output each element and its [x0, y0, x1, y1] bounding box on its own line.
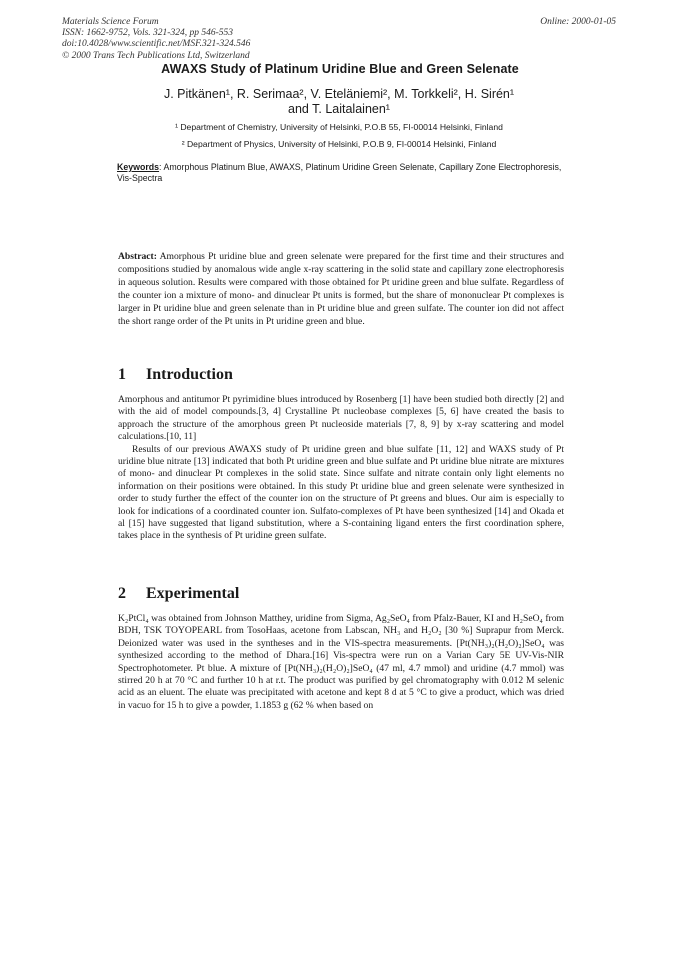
affiliation-2: ² Department of Physics, University of Helsinki, P.O.B 9, FI-00014 Helsinki, Finland [181, 139, 497, 149]
abstract [118, 250, 564, 329]
authors-line-1: J. Pitkänen¹, R. Serimaa², V. Eteläniemi², M. Torkkeli², H. Sirén¹ [163, 87, 515, 101]
paper-title: AWAXS Study of Platinum Uridine Blue and Green Selenate [161, 62, 519, 76]
section-title: Introduction [146, 366, 233, 383]
experimental-body [118, 613, 564, 712]
paragraph: Results of our previous AWAXS study of Pt uridine green and blue sulfate [11, 12] and WAXS study of Pt uridine blue nitrate [13] indicated that both Pt uridine green and blue sulfate and Pt uridine blue nitrate are mixtures of mono- and dinuclear Pt complexes in the solid state. Since sulfate and nitrate contain only light elements no information on their positions were obtained. In this study Pt uridine blue and green selenate were synthesized in order to study further the effect of the counter ion on the structure of Pt greens and blues. Our aim is especially to look for indications of a coordinated counter ion. Sulfato-complexes of Pt have been synthesized [14] and Okada et al [15] have suggested that ligand substitution, where a S-containing ligand enters the first coordination sphere, takes place in the synthesis of Pt uridine green sulfate. [118, 443, 564, 542]
keywords [117, 162, 563, 184]
introduction-body [118, 394, 564, 543]
issn-line: ISSN: 1662-9752, Vols. 321-324, pp 546-553 [62, 28, 233, 39]
authors [100, 87, 578, 116]
abstract-text: Amorphous Pt uridine blue and green selenate were prepared for the first time and their structures and compositions studied by anomalous wide angle x-ray scattering in the solid state and capillary zone electrophoresis in aqueous solution. Results were compared with those obtained for Pt uridine green and blue sulfate. Regardless of the counter ion a mixture of mono- and dinuclear Pt units is formed, but the share of mononuclear Pt complexes is larger in Pt uridine blue and green selenate than in Pt uridine blue and green sulfate. The counter ion did not affect the short range order of the Pt units in Pt uridine green and blue. [118, 251, 564, 328]
section-title: Experimental [146, 585, 240, 602]
doi-line: doi:10.4028/www.scientific.net/MSF.321-324.546 [62, 39, 251, 50]
journal-header [62, 17, 250, 62]
online-date: Online: 2000-01-05 [540, 17, 616, 27]
paragraph: K₂PtCl₄ was obtained from Johnson Matthey, uridine from Sigma, Ag₂SeO₄ from Pfalz-Bauer, KI and H₂SeO₄ from BDH, TSK TOYOPEARL from TosoHaas, acetone from Labscan, NH₃ and H₂O₂ [30 %] Suprapur from Merck. Deionized water was used in the syntheses and in the VIS-spectra measurements. [Pt(NH₃)₂(H₂O)₂]SeO₄ was synthesized according to the method of Dhara.[16] Vis-spectra were run on a Varian Cary 5E UV-Vis-NIR Spectrophotometer. Pt blue. A mixture of [Pt(NH₃)₂(H₂O)₂]SeO₄ (47 ml, 4.7 mmol) and uridine (4.7 mmol) was stirred 20 h at 70 °C and further 10 h at r.t. The product was purified by gel chromatography with 0.012 M selenic acid as an eluent. The eluate was precipitated with acetone and kept 8 d at 5 °C to give a product, which was dried in vacuo for 15 h to give a powder, 1.1853 g (62 % when based on [118, 613, 564, 711]
copyright-line: © 2000 Trans Tech Publications Ltd, Switzerland [62, 50, 250, 61]
keywords-label: Keywords [117, 162, 160, 172]
section-heading-experimental [118, 585, 239, 603]
section-heading-introduction [118, 366, 233, 384]
section-number: 1 [118, 366, 126, 383]
authors-line-2: and T. Laitalainen¹ [288, 101, 390, 116]
journal-name: Materials Science Forum [62, 17, 159, 27]
abstract-label: Abstract: [118, 251, 157, 262]
keywords-text: : Amorphous Platinum Blue, AWAXS, Platinum Uridine Green Selenate, Capillary Zone Electrophoresis, Vis-Spectra [117, 162, 562, 183]
section-number: 2 [118, 585, 126, 602]
affiliation-1: ¹ Department of Chemistry, University of Helsinki, P.O.B 55, FI-00014 Helsinki, Finland [175, 122, 503, 132]
paragraph: Amorphous and antitumor Pt pyrimidine blues introduced by Rosenberg [1] have been studied both directly [2] and with the aid of model compounds.[3, 4] Crystalline Pt nucleobase complexes [5, 6] have created the basis to approach the structure of the amorphous green Pt nucleoside materials [7, 8, 9] by x-ray scattering and model calculations.[10, 11] [118, 394, 564, 443]
